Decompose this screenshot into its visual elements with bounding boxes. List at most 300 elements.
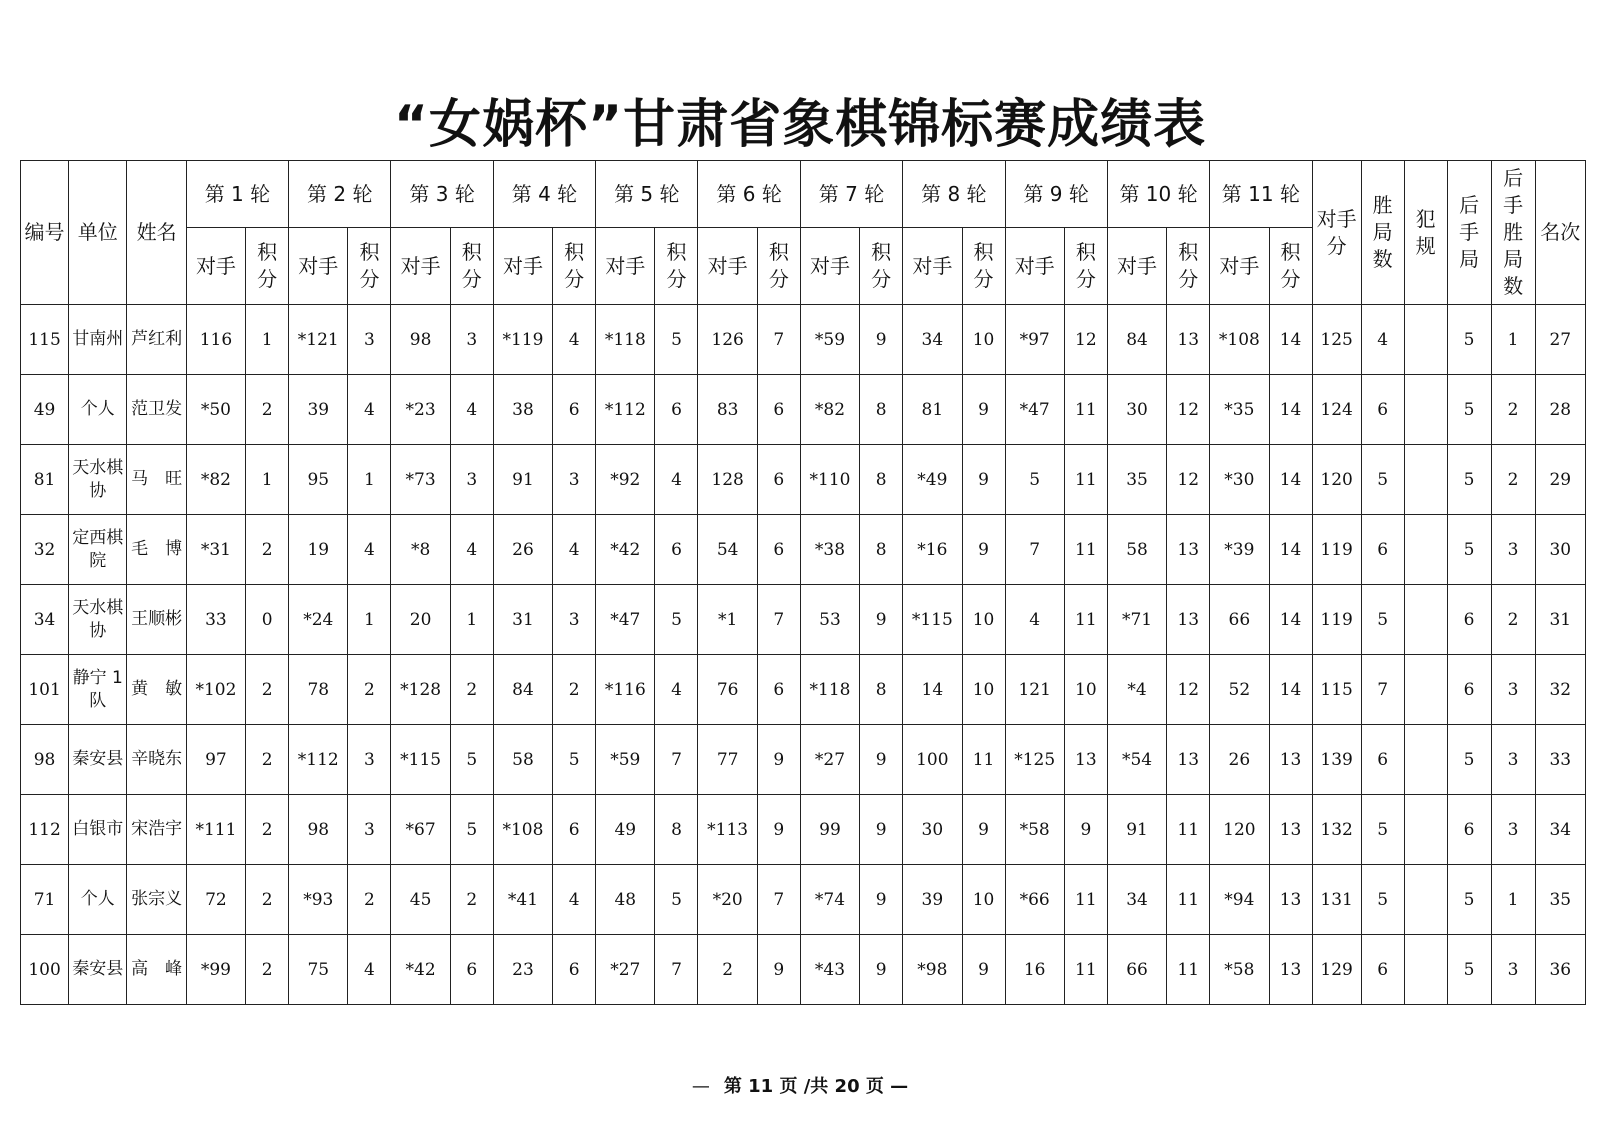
- round-points: 13: [1064, 725, 1107, 795]
- black-wins: 3: [1491, 795, 1535, 865]
- opp-score: 115: [1312, 655, 1361, 725]
- header-points-label: 积分: [666, 240, 687, 291]
- header-fouls: [1404, 161, 1447, 305]
- header-points: [962, 228, 1005, 305]
- player-id: 71: [21, 865, 69, 935]
- round-opponent: 14: [903, 655, 962, 725]
- header-round-4: 第 4 轮: [493, 161, 595, 228]
- player-unit: 白银市: [69, 795, 127, 865]
- round-opponent: *59: [596, 725, 655, 795]
- table-row: [21, 795, 1586, 865]
- round-points: 3: [450, 305, 493, 375]
- opp-score: 129: [1312, 935, 1361, 1005]
- round-points: 8: [655, 795, 698, 865]
- black-games: 5: [1447, 375, 1491, 445]
- round-opponent: 34: [903, 305, 962, 375]
- round-points: 2: [450, 655, 493, 725]
- round-opponent: *20: [698, 865, 757, 935]
- round-opponent: 58: [1107, 515, 1166, 585]
- round-opponent: *8: [391, 515, 450, 585]
- round-points: 2: [246, 795, 289, 865]
- round-points: 11: [1064, 935, 1107, 1005]
- rank: 32: [1535, 655, 1585, 725]
- round-opponent: 98: [289, 795, 348, 865]
- round-opponent: *82: [800, 375, 859, 445]
- header-round-11: 第 11 轮: [1210, 161, 1312, 228]
- header-round-6: 第 6 轮: [698, 161, 800, 228]
- header-unit: 单位: [69, 161, 127, 305]
- footer-dash: —: [691, 1076, 710, 1097]
- fouls: [1404, 655, 1447, 725]
- fouls: [1404, 795, 1447, 865]
- header-round-8: 第 8 轮: [903, 161, 1005, 228]
- round-opponent: 53: [800, 585, 859, 655]
- round-points: 1: [246, 445, 289, 515]
- header-opponent: 对手: [1005, 228, 1064, 305]
- round-points: 9: [962, 935, 1005, 1005]
- header-black-wins: [1491, 161, 1535, 305]
- header-opponent: 对手: [903, 228, 962, 305]
- round-opponent: 84: [1107, 305, 1166, 375]
- round-points: 4: [553, 865, 596, 935]
- round-opponent: 35: [1107, 445, 1166, 515]
- header-opponent: 对手: [493, 228, 552, 305]
- opp-score: 119: [1312, 585, 1361, 655]
- table-row: [21, 585, 1586, 655]
- opp-score: 131: [1312, 865, 1361, 935]
- round-opponent: 38: [493, 375, 552, 445]
- round-points: 12: [1064, 305, 1107, 375]
- round-opponent: 121: [1005, 655, 1064, 725]
- header-opponent: 对手: [596, 228, 655, 305]
- results-table: [20, 160, 1586, 1005]
- header-opponent: 对手: [1210, 228, 1269, 305]
- round-opponent: 19: [289, 515, 348, 585]
- round-opponent: *112: [596, 375, 655, 445]
- page-number: 第 11 页 /共 20 页 —: [723, 1076, 909, 1097]
- round-opponent: 20: [391, 585, 450, 655]
- round-opponent: 97: [186, 725, 245, 795]
- page-title: “女娲杯”甘肃省象棋锦标赛成绩表: [393, 95, 1207, 155]
- round-opponent: 45: [391, 865, 450, 935]
- round-points: 6: [553, 795, 596, 865]
- header-round-7: 第 7 轮: [800, 161, 902, 228]
- round-opponent: *41: [493, 865, 552, 935]
- header-round-3: 第 3 轮: [391, 161, 493, 228]
- player-unit: 个人: [69, 375, 127, 445]
- rank: 36: [1535, 935, 1585, 1005]
- player-id: 34: [21, 585, 69, 655]
- round-opponent: *24: [289, 585, 348, 655]
- header-points-label: 积分: [871, 240, 892, 291]
- round-points: 8: [860, 375, 903, 445]
- round-points: 6: [757, 655, 800, 725]
- wins: 5: [1361, 445, 1404, 515]
- round-opponent: 2: [698, 935, 757, 1005]
- header-round-2: 第 2 轮: [289, 161, 391, 228]
- round-opponent: 72: [186, 865, 245, 935]
- header-black-games: [1447, 161, 1491, 305]
- header-points: [553, 228, 596, 305]
- round-points: 4: [348, 935, 391, 1005]
- round-opponent: *119: [493, 305, 552, 375]
- round-points: 5: [450, 725, 493, 795]
- round-opponent: *92: [596, 445, 655, 515]
- round-opponent: 66: [1210, 585, 1269, 655]
- fouls: [1404, 445, 1447, 515]
- table-row: [21, 655, 1586, 725]
- round-points: 6: [757, 445, 800, 515]
- round-opponent: *31: [186, 515, 245, 585]
- round-opponent: 16: [1005, 935, 1064, 1005]
- opp-score: 125: [1312, 305, 1361, 375]
- round-points: 8: [860, 445, 903, 515]
- opp-score: 139: [1312, 725, 1361, 795]
- round-opponent: 116: [186, 305, 245, 375]
- player-name: 毛 博: [127, 515, 186, 585]
- header-points-label: 积分: [1075, 240, 1096, 291]
- header-points: [450, 228, 493, 305]
- fouls: [1404, 585, 1447, 655]
- round-opponent: *35: [1210, 375, 1269, 445]
- black-games: 6: [1447, 655, 1491, 725]
- rank: 35: [1535, 865, 1585, 935]
- round-opponent: *93: [289, 865, 348, 935]
- round-points: 8: [860, 515, 903, 585]
- black-games: 5: [1447, 725, 1491, 795]
- round-points: 13: [1167, 515, 1210, 585]
- header-points: [1064, 228, 1107, 305]
- round-points: 4: [450, 515, 493, 585]
- round-points: 6: [553, 375, 596, 445]
- table-row: [21, 375, 1586, 445]
- player-unit: 天水棋协: [69, 585, 127, 655]
- round-points: 12: [1167, 375, 1210, 445]
- round-points: 2: [246, 655, 289, 725]
- player-id: 32: [21, 515, 69, 585]
- fouls: [1404, 515, 1447, 585]
- wins: 6: [1361, 375, 1404, 445]
- round-points: 9: [757, 725, 800, 795]
- round-points: 14: [1269, 305, 1312, 375]
- round-opponent: *47: [1005, 375, 1064, 445]
- round-points: 13: [1167, 725, 1210, 795]
- round-points: 2: [450, 865, 493, 935]
- round-opponent: 30: [1107, 375, 1166, 445]
- round-points: 4: [348, 375, 391, 445]
- round-points: 5: [655, 585, 698, 655]
- wins: 6: [1361, 725, 1404, 795]
- header-points: [1269, 228, 1312, 305]
- header-points-label: 积分: [359, 240, 380, 291]
- round-opponent: 126: [698, 305, 757, 375]
- round-points: 10: [962, 865, 1005, 935]
- opp-score: 124: [1312, 375, 1361, 445]
- round-opponent: 48: [596, 865, 655, 935]
- player-unit: 静宁 1 队: [69, 655, 127, 725]
- black-wins: 3: [1491, 725, 1535, 795]
- round-points: 10: [1064, 655, 1107, 725]
- round-opponent: 83: [698, 375, 757, 445]
- round-opponent: *111: [186, 795, 245, 865]
- round-points: 10: [962, 655, 1005, 725]
- round-opponent: 4: [1005, 585, 1064, 655]
- opp-score: 132: [1312, 795, 1361, 865]
- round-opponent: *30: [1210, 445, 1269, 515]
- player-unit: 天水棋协: [69, 445, 127, 515]
- black-wins: 3: [1491, 655, 1535, 725]
- round-opponent: 5: [1005, 445, 1064, 515]
- round-points: 9: [860, 585, 903, 655]
- round-opponent: 31: [493, 585, 552, 655]
- rank: 28: [1535, 375, 1585, 445]
- round-points: 6: [757, 515, 800, 585]
- round-opponent: 23: [493, 935, 552, 1005]
- round-points: 9: [860, 935, 903, 1005]
- wins: 5: [1361, 585, 1404, 655]
- round-points: 1: [246, 305, 289, 375]
- round-opponent: 91: [493, 445, 552, 515]
- player-id: 115: [21, 305, 69, 375]
- round-opponent: 120: [1210, 795, 1269, 865]
- round-opponent: 75: [289, 935, 348, 1005]
- round-opponent: *58: [1005, 795, 1064, 865]
- fouls: [1404, 935, 1447, 1005]
- round-points: 13: [1167, 585, 1210, 655]
- player-id: 112: [21, 795, 69, 865]
- round-points: 6: [757, 375, 800, 445]
- round-points: 11: [1064, 865, 1107, 935]
- header-round-10: 第 10 轮: [1107, 161, 1209, 228]
- header-opp-score: [1312, 161, 1361, 305]
- header-round-5: 第 5 轮: [596, 161, 698, 228]
- player-name: 辛晓东: [127, 725, 186, 795]
- round-points: 12: [1167, 445, 1210, 515]
- round-points: 14: [1269, 515, 1312, 585]
- header-row-rounds: [21, 161, 1586, 228]
- round-points: 2: [246, 935, 289, 1005]
- round-opponent: 26: [1210, 725, 1269, 795]
- round-points: 9: [962, 375, 1005, 445]
- player-unit: 定西棋院: [69, 515, 127, 585]
- round-opponent: *108: [1210, 305, 1269, 375]
- round-opponent: *115: [391, 725, 450, 795]
- round-points: 11: [1167, 795, 1210, 865]
- round-opponent: 54: [698, 515, 757, 585]
- round-opponent: *73: [391, 445, 450, 515]
- player-name: 黄 敏: [127, 655, 186, 725]
- table-row: [21, 445, 1586, 515]
- player-id: 101: [21, 655, 69, 725]
- round-opponent: *66: [1005, 865, 1064, 935]
- round-opponent: 26: [493, 515, 552, 585]
- rank: 29: [1535, 445, 1585, 515]
- black-games: 5: [1447, 445, 1491, 515]
- round-opponent: *112: [289, 725, 348, 795]
- round-points: 6: [450, 935, 493, 1005]
- round-points: 3: [348, 305, 391, 375]
- header-round-9: 第 9 轮: [1005, 161, 1107, 228]
- black-games: 5: [1447, 935, 1491, 1005]
- header-points: [348, 228, 391, 305]
- table-row: [21, 725, 1586, 795]
- header-points: [757, 228, 800, 305]
- wins: 4: [1361, 305, 1404, 375]
- player-unit: 甘南州: [69, 305, 127, 375]
- round-opponent: *74: [800, 865, 859, 935]
- table-row: [21, 305, 1586, 375]
- round-opponent: *121: [289, 305, 348, 375]
- round-points: 9: [860, 725, 903, 795]
- round-points: 13: [1269, 725, 1312, 795]
- round-opponent: *82: [186, 445, 245, 515]
- round-opponent: *71: [1107, 585, 1166, 655]
- round-opponent: *98: [903, 935, 962, 1005]
- round-points: 5: [553, 725, 596, 795]
- header-points-label: 积分: [1178, 240, 1199, 291]
- round-opponent: *42: [391, 935, 450, 1005]
- header-opponent: 对手: [698, 228, 757, 305]
- round-opponent: *99: [186, 935, 245, 1005]
- header-points-label: 积分: [461, 240, 482, 291]
- player-name: 张宗义: [127, 865, 186, 935]
- header-black-wins-label: 后手胜局数: [1503, 166, 1524, 298]
- black-wins: 3: [1491, 935, 1535, 1005]
- round-points: 9: [860, 865, 903, 935]
- round-opponent: *116: [596, 655, 655, 725]
- fouls: [1404, 725, 1447, 795]
- header-points-label: 积分: [973, 240, 994, 291]
- round-points: 13: [1269, 795, 1312, 865]
- round-opponent: 91: [1107, 795, 1166, 865]
- header-rank: [1535, 161, 1585, 305]
- player-name: 高 峰: [127, 935, 186, 1005]
- header-id: 编号: [21, 161, 69, 305]
- header-wins-label: 胜局数: [1372, 193, 1393, 271]
- round-opponent: *118: [596, 305, 655, 375]
- round-points: 6: [655, 375, 698, 445]
- round-points: 0: [246, 585, 289, 655]
- header-opponent: 对手: [391, 228, 450, 305]
- round-points: 11: [1167, 865, 1210, 935]
- round-points: 14: [1269, 445, 1312, 515]
- round-points: 11: [1167, 935, 1210, 1005]
- round-points: 2: [348, 865, 391, 935]
- round-opponent: *4: [1107, 655, 1166, 725]
- round-points: 1: [450, 585, 493, 655]
- round-opponent: 128: [698, 445, 757, 515]
- header-name: 姓名: [127, 161, 186, 305]
- round-points: 14: [1269, 655, 1312, 725]
- round-points: 5: [655, 865, 698, 935]
- header-rank-label: 名次: [1540, 220, 1581, 244]
- round-opponent: 78: [289, 655, 348, 725]
- round-opponent: *54: [1107, 725, 1166, 795]
- round-opponent: *94: [1210, 865, 1269, 935]
- round-opponent: *118: [800, 655, 859, 725]
- round-opponent: *1: [698, 585, 757, 655]
- round-opponent: *115: [903, 585, 962, 655]
- header-points: [1167, 228, 1210, 305]
- round-opponent: *108: [493, 795, 552, 865]
- round-opponent: 7: [1005, 515, 1064, 585]
- header-opponent: 对手: [800, 228, 859, 305]
- player-name: 芦红利: [127, 305, 186, 375]
- round-opponent: 66: [1107, 935, 1166, 1005]
- black-games: 5: [1447, 305, 1491, 375]
- player-id: 100: [21, 935, 69, 1005]
- black-games: 5: [1447, 865, 1491, 935]
- round-points: 4: [655, 655, 698, 725]
- round-opponent: *23: [391, 375, 450, 445]
- round-opponent: *97: [1005, 305, 1064, 375]
- black-wins: 1: [1491, 305, 1535, 375]
- round-points: 3: [450, 445, 493, 515]
- round-opponent: *43: [800, 935, 859, 1005]
- player-name: 宋浩宇: [127, 795, 186, 865]
- header-round-1: 第 1 轮: [186, 161, 288, 228]
- round-points: 4: [450, 375, 493, 445]
- round-points: 9: [757, 935, 800, 1005]
- player-id: 81: [21, 445, 69, 515]
- round-points: 9: [962, 515, 1005, 585]
- round-points: 3: [553, 585, 596, 655]
- header-points-label: 积分: [564, 240, 585, 291]
- round-points: 2: [246, 725, 289, 795]
- rank: 31: [1535, 585, 1585, 655]
- round-points: 1: [348, 445, 391, 515]
- round-points: 7: [655, 725, 698, 795]
- round-opponent: 76: [698, 655, 757, 725]
- round-opponent: 81: [903, 375, 962, 445]
- black-wins: 2: [1491, 445, 1535, 515]
- round-opponent: 30: [903, 795, 962, 865]
- round-points: 9: [962, 795, 1005, 865]
- round-opponent: 39: [903, 865, 962, 935]
- round-opponent: 100: [903, 725, 962, 795]
- round-points: 2: [246, 865, 289, 935]
- round-points: 11: [962, 725, 1005, 795]
- round-opponent: 49: [596, 795, 655, 865]
- wins: 6: [1361, 935, 1404, 1005]
- round-opponent: *67: [391, 795, 450, 865]
- round-points: 9: [1064, 795, 1107, 865]
- opp-score: 119: [1312, 515, 1361, 585]
- rank: 34: [1535, 795, 1585, 865]
- header-fouls-label: 犯规: [1415, 206, 1436, 258]
- fouls: [1404, 865, 1447, 935]
- header-points: [246, 228, 289, 305]
- table-row: [21, 935, 1586, 1005]
- round-points: 4: [553, 515, 596, 585]
- header-opponent: 对手: [186, 228, 245, 305]
- round-points: 11: [1064, 515, 1107, 585]
- round-points: 7: [757, 585, 800, 655]
- round-opponent: *47: [596, 585, 655, 655]
- round-opponent: *49: [903, 445, 962, 515]
- round-points: 10: [962, 305, 1005, 375]
- black-games: 6: [1447, 795, 1491, 865]
- rank: 30: [1535, 515, 1585, 585]
- header-wins: [1361, 161, 1404, 305]
- round-points: 11: [1064, 445, 1107, 515]
- opp-score: 120: [1312, 445, 1361, 515]
- black-games: 5: [1447, 515, 1491, 585]
- round-points: 2: [246, 515, 289, 585]
- round-points: 14: [1269, 375, 1312, 445]
- round-opponent: *16: [903, 515, 962, 585]
- player-name: 范卫发: [127, 375, 186, 445]
